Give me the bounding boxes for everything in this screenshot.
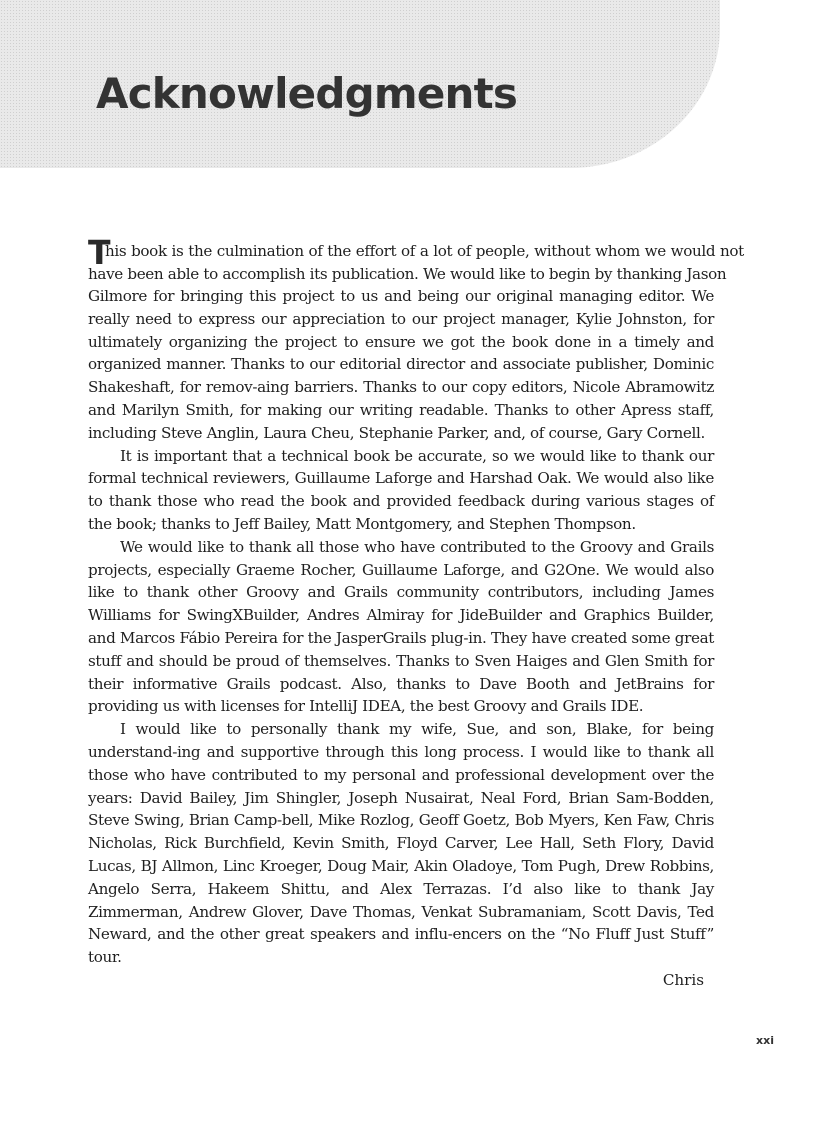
first-line: his book is the culmination of the effort of a lot of people, without whom we would not (105, 242, 744, 260)
paragraph-4: I would like to personally thank my wife, Sue, and son, Blake, for being understand-ing and supportive through this long process. I would like to thank all those who have contributed to my personal and professional development over the years: David Bailey, Jim Shingler, Joseph Nusairat, Neal Ford, Brian Sam-Bodden, Steve Swing, Brian Camp-bell, Mike Rozlog, Geoff Goetz, Bob Myers, Ken Faw, Chris Nicholas, Rick Burchfield, Kevin Smith, Floyd Carver, Lee Hall, Seth Flory, David Lucas, BJ Allmon, Linc Kroeger, Doug Mair, Akin Oladoye, Tom Pugh, Drew Robbins, Angelo Serra, Hakeem Shittu, and Alex Terrazas. I’d also like to thank Jay Zimmerman, Andrew Glover, Dave Thomas, Venkat Subramaniam, Scott Davis, Ted Neward, and the other great speakers and influ-encers on the “No Fluff Just Stuff” tour. (88, 720, 714, 967)
body-text (88, 233, 744, 992)
opening-lines (88, 233, 744, 285)
paragraph-1-rest: Gilmore for bringing this project to us and being our original managing editor. We really need to express our appreciation to our project manager, Kylie Johnston, for ultimately organizing the project to ensure we got the book done in a timely and organized manner. Thanks to our editorial director and associate publisher, Dominic Shakeshaft, for remov-aing barriers. Thanks to our copy editors, Nicole Abramowitz and Marilyn Smith, for making our writing readable. Thanks to other Apress staff, including Steve Anglin, Laura Cheu, Stephanie Parker, and, of course, Gary Cornell. (88, 287, 714, 442)
paragraph-2: It is important that a technical book be accurate, so we would like to thank our formal technical reviewers, Guillaume Laforge and Harshad Oak. We would also like to thank those who read the book and provided feedback during various stages of the book; thanks to Jeff Bailey, Matt Montgomery, and Stephen Thompson. (88, 446, 714, 533)
second-line: have been able to accomplish its publication. We would like to begin by thanking Jason (88, 264, 727, 283)
page-number: xxi (756, 1034, 774, 1047)
chapter-title: Acknowledgments (96, 69, 518, 118)
signature: Chris (662, 970, 704, 989)
paragraph-3: We would like to thank all those who have contributed to the Groovy and Grails projects, especially Graeme Rocher, Guillaume Laforge, and G2One. We would also like to thank other Groovy and Grails community contributors, including James Williams for SwingXBuilder, Andres Almiray for JideBuilder and Graphics Builder, and Marcos Fábio Pereira for the JasperGrails plug-in. They have created some great stuff and should be proud of themselves. Thanks to Sven Haiges and Glen Smith for their informative Grails podcast. Also, thanks to Dave Booth and JetBrains for providing us with licenses for IntelliJ IDEA, the best Groovy and Grails IDE. (88, 537, 714, 716)
drop-cap: T (88, 233, 111, 272)
